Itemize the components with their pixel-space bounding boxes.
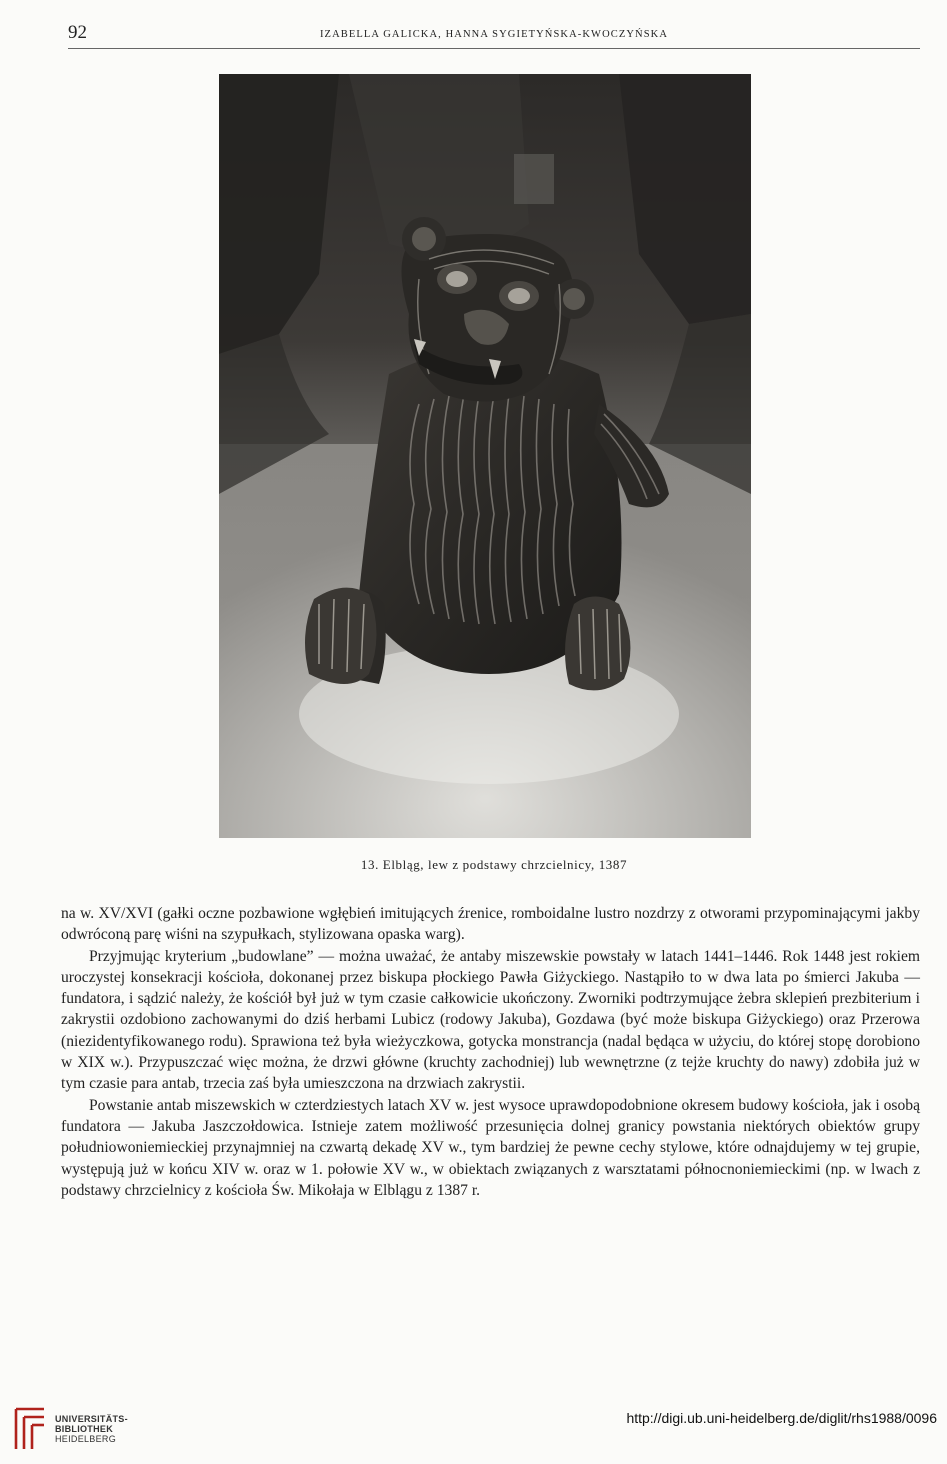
paragraph: Powstanie antab miszewskich w czterdziestych latach XV w. jest wysoce uprawdopodobnione okresem budowy kościoła, jak i osobą fundatora — Jakuba Jaszczołdowica. Istnieje zatem możliwość przesunięcia dolnej granicy powstania niektórych obiektów grupy południowoniemieckiej przynajmniej na czwartą dekadę XV w., tym bardziej że pewne cechy stylowe, które odnajdujemy w tej grupie, występują już w końcu XIV w. oraz w 1. połowie XV w., w obiektach związanych z warsztatami północnoniemieckimi (np. w lwach z podstawy chrzcielnicy z kościoła Św. Mikołaja w Elblągu z 1387 r. bbox=[61, 1096, 920, 1199]
body-text bbox=[61, 903, 920, 1201]
paragraph: na w. XV/XVI (gałki oczne pozbawione wgłębień imitujących źrenice, romboidalne lustro nozdrzy z otworami przypominającymi jakby odwróconą parę wiśni na szypułkach, stylizowana opaska warg). bbox=[61, 905, 920, 944]
paragraph: Przyjmując kryterium „budowlane” — można uważać, że antaby miszewskie powstały w latach 1441–1446. Rok 1448 jest rokiem uroczystej konsekracji kościoła, dokonanej przez biskupa płockiego Pawła Giżyckiego. Nastąpiło to w dwa lata po śmierci Jakuba — fundatora, i sądzić należy, że kościół był już w tym czasie całkowicie ukończony. Zworniki podtrzymujące żebra sklepień prezbiterium i zakrystii ozdobiono zachowanymi do dziś herbami Lubicz (rodowy Jakuba), Gozdawa (być może biskupa Giżyckiego) oraz Przerowa (niezidentyfikowanego rodu). Sprawiona też była wieżyczkowa, gotycka monstrancja (nadal będąca w użyciu, do której stopę dorobiono w XIX w.). Przypuszczać więc można, że drzwi główne (kruchty zachodniej) lub wewnętrzne (z tejże kruchty do nawy) zdobiła już w tym czasie para antab, trzecia zaś była umieszczona na drzwiach zakrystii. bbox=[61, 947, 920, 1093]
logo-line-2: BIBLIOTHEK bbox=[55, 1424, 113, 1434]
library-logo[interactable] bbox=[10, 1405, 150, 1455]
library-logo-text bbox=[55, 1414, 128, 1444]
lion-photograph bbox=[219, 74, 751, 838]
header-rule bbox=[68, 48, 920, 49]
page-number: 92 bbox=[68, 22, 87, 43]
source-url-link[interactable]: http://digi.ub.uni-heidelberg.de/diglit/rhs1988/0096 bbox=[626, 1410, 937, 1426]
running-head: IZABELLA GALICKA, HANNA SYGIETYŃSKA-KWOCZYŃSKA bbox=[319, 29, 669, 40]
figure-caption: 13. Elbląg, lew z podstawy chrzcielnicy, 1387 bbox=[360, 857, 628, 872]
logo-line-3: HEIDELBERG bbox=[55, 1434, 117, 1444]
logo-line-1: UNIVERSITÄTS- bbox=[55, 1414, 128, 1424]
library-logo-icon bbox=[10, 1405, 50, 1453]
